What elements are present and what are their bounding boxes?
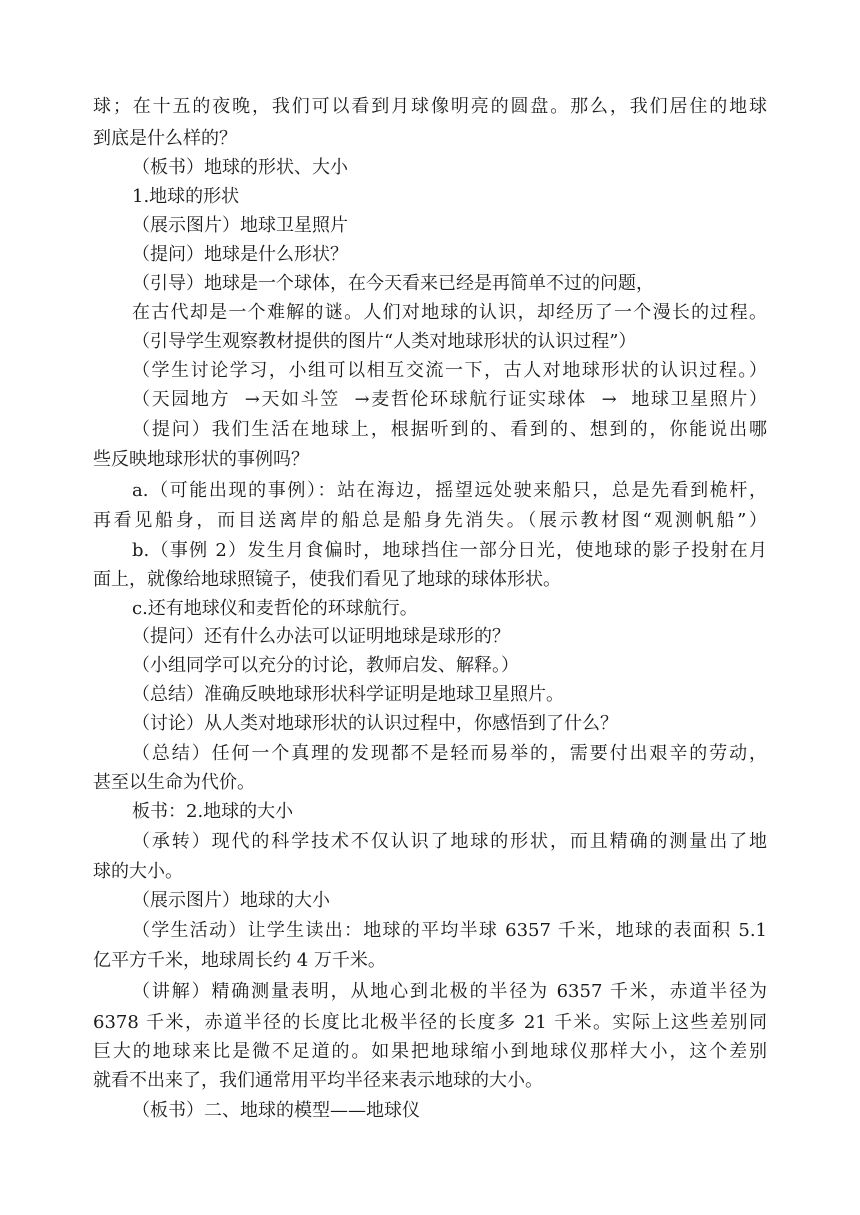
text-line: （学生讨论学习，小组可以相互交流一下，古人对地球形状的认识过程。）	[132, 360, 767, 381]
text-line: b.（事例 2）发生月食偏时，地球挡住一部分日光，使地球的影子投射在月	[132, 540, 767, 561]
text-line: 在古代却是一个难解的谜。人们对地球的认识，却经历了一个漫长的过程。	[132, 302, 767, 323]
text-line: 球；在十五的夜晚，我们可以看到月球像明亮的圆盘。那么，我们居住的地球	[93, 96, 767, 117]
text-line: （小组同学可以充分的讨论，教师启发、解释。）	[132, 655, 519, 676]
text-line: 再看见船身，而目送离岸的船总是船身先消失。（展示教材图“观测帆船”）	[93, 510, 767, 531]
text-line: （提问）地球是什么形状？	[132, 244, 348, 265]
subsection-heading: 1.地球的形状	[132, 186, 240, 207]
section-heading: （板书）二、地球的模型——地球仪	[132, 1100, 420, 1121]
text-line: 甚至以生命为代价。	[93, 772, 255, 793]
text-line: （展示图片）地球卫星照片	[132, 215, 348, 236]
text-line: （学生活动）让学生读出：地球的平均半球 6357 千米，地球的表面积 5.1	[132, 920, 767, 941]
section-heading: （板书）地球的形状、大小	[132, 157, 348, 178]
text-line: 面上，就像给地球照镜子，使我们看见了地球的球体形状。	[93, 569, 561, 590]
text-line: （展示图片）地球的大小	[132, 890, 330, 911]
subsection-heading: 板书：2.地球的大小	[132, 801, 294, 822]
text-line: 就看不出来了，我们通常用平均半径来表示地球的大小。	[93, 1070, 543, 1091]
text-line: （引导学生观察教材提供的图片“人类对地球形状的认识过程”）	[132, 331, 637, 352]
text-line: 亿平方千米，地球周长约 4 万千米。	[93, 950, 386, 971]
text-line: 6378 千米，赤道半径的长度比北极半径的长度多 21 千米。实际上这些差别同	[93, 1012, 767, 1033]
text-line: （讲解）精确测量表明，从地心到北极的半径为 6357 千米，赤道半径为	[132, 981, 767, 1002]
text-line: a.（可能出现的事例）：站在海边，摇望远处驶来船只，总是先看到桅杆，	[132, 480, 767, 501]
text-line: 球的大小。	[93, 861, 183, 882]
text-line: c.还有地球仪和麦哲伦的环球航行。	[132, 598, 418, 619]
text-line: （天园地方 →天如斗笠 →麦哲伦环球航行证实球体 → 地球卫星照片）	[132, 389, 767, 410]
text-line: 些反映地球形状的事例吗？	[93, 449, 309, 470]
text-line: （引导）地球是一个球体，在今天看来已经是再简单不过的问题，	[132, 273, 654, 294]
text-line: 到底是什么样的？	[93, 128, 237, 149]
text-line: （提问）我们生活在地球上，根据听到的、看到的、想到的，你能说出哪	[132, 419, 767, 440]
text-line: 巨大的地球来比是微不足道的。如果把地球缩小到地球仪那样大小，这个差别	[93, 1041, 767, 1062]
text-line: （总结）任何一个真理的发现都不是轻而易举的，需要付出艰辛的劳动，	[132, 743, 767, 764]
text-line: （讨论）从人类对地球形状的认识过程中，你感悟到了什么？	[132, 713, 618, 734]
text-line: （提问）还有什么办法可以证明地球是球形的？	[132, 626, 510, 647]
text-line: （承转）现代的科学技术不仅认识了地球的形状，而且精确的测量出了地	[132, 831, 767, 852]
text-line: （总结）准确反映地球形状科学证明是地球卫星照片。	[132, 684, 564, 705]
